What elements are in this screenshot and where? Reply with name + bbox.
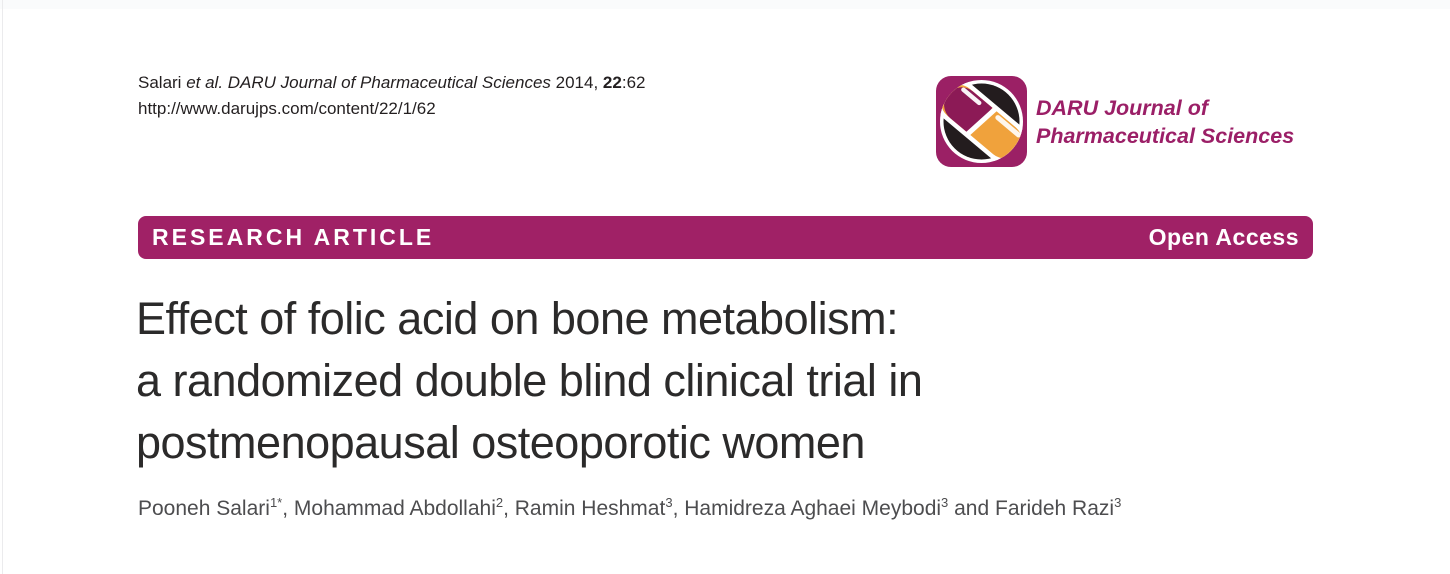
journal-name-line1: DARU Journal of	[1036, 95, 1208, 120]
citation-url-link[interactable]: http://www.darujps.com/content/22/1/62	[138, 99, 436, 118]
page-edge-top	[0, 0, 1450, 9]
citation-volume: 22	[602, 73, 622, 92]
author-name: Mohammad Abdollahi	[293, 497, 496, 520]
author-separator: ,	[503, 497, 515, 520]
author-separator: and	[948, 497, 995, 520]
author-affiliation-sup: 3	[941, 495, 949, 510]
page-edge-left	[2, 0, 3, 574]
article-title	[136, 288, 922, 474]
author-line	[138, 494, 1121, 524]
banner-open-access-label: Open Access	[1148, 224, 1299, 250]
author-affiliation-sup: 2	[495, 495, 504, 510]
author-affiliation-sup: 3	[665, 495, 673, 510]
article-title-line: Effect of folic acid on bone metabolism:	[136, 293, 899, 344]
author-affiliation-sup: 1*	[269, 495, 283, 510]
journal-logo	[936, 76, 1294, 167]
author-separator: ,	[282, 497, 294, 520]
article-title-line: a randomized double blind clinical trial in	[136, 355, 923, 406]
citation-journal-italic: et al. DARU Journal of Pharmaceutical Sciences	[186, 73, 551, 92]
daru-pill-logo-icon	[936, 76, 1027, 167]
journal-name	[1036, 94, 1294, 150]
author-name: Ramin Heshmat	[514, 497, 666, 520]
citation-line	[138, 70, 645, 96]
research-article-banner	[138, 216, 1313, 259]
author-name: Farideh Razi	[995, 497, 1115, 520]
author-name: Hamidreza Aghaei Meybodi	[684, 497, 942, 520]
journal-name-line2: Pharmaceutical Sciences	[1036, 123, 1295, 148]
author-name: Pooneh Salari	[138, 497, 270, 520]
banner-article-type-label: RESEARCH ARTICLE	[152, 224, 435, 250]
citation-block	[138, 70, 645, 122]
article-title-line: postmenopausal osteoporotic women	[136, 417, 865, 468]
author-affiliation-sup: 3	[1114, 495, 1122, 510]
citation-authors: Salari	[138, 73, 187, 92]
author-separator: ,	[672, 497, 685, 520]
citation-year: 2014,	[550, 73, 603, 92]
citation-issue: :62	[621, 73, 646, 92]
